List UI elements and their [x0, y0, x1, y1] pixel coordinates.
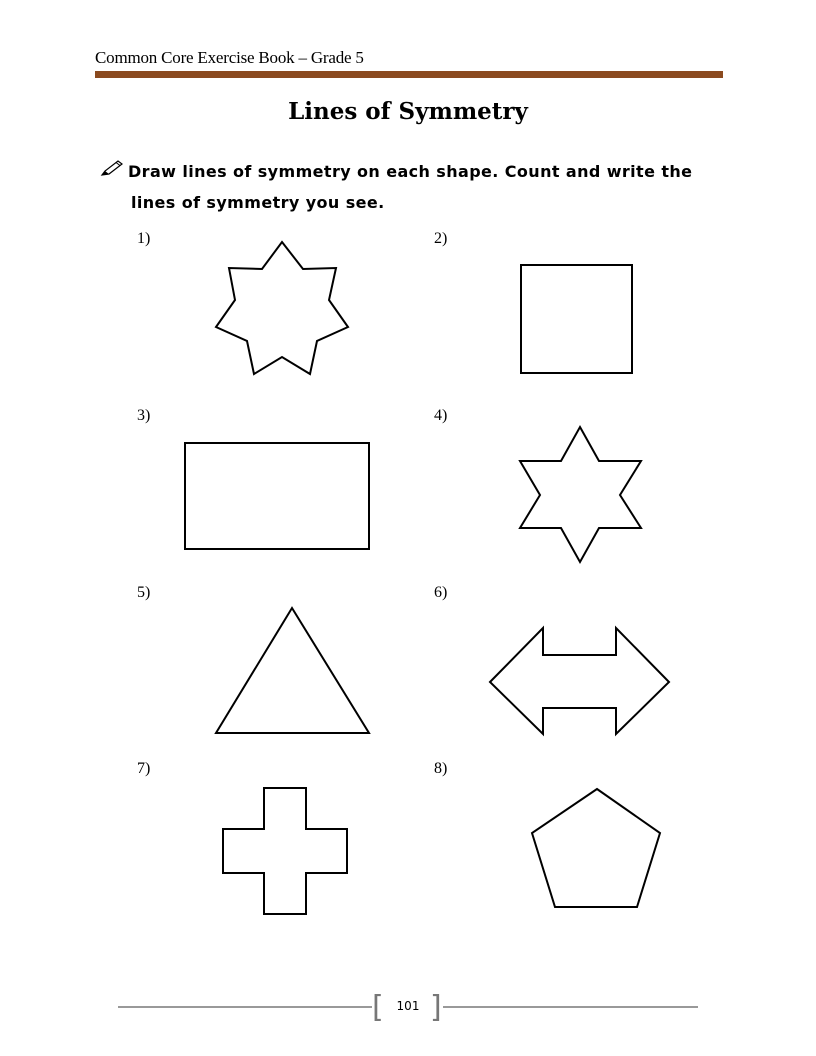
header-title: Common Core Exercise Book – Grade 5 [95, 48, 364, 67]
seven-pointed-star-shape [216, 242, 348, 374]
square-shape [521, 265, 632, 373]
problem-number-2: 2) [434, 230, 448, 247]
rectangle-shape [185, 443, 369, 549]
footer-rule-right [443, 1006, 698, 1008]
problem-number-8: 8) [434, 760, 448, 777]
triangle-shape [216, 608, 369, 733]
right-brace-icon: ] [430, 990, 442, 1025]
double-arrow-shape [490, 628, 669, 734]
plus-cross-shape [223, 788, 347, 914]
problem-number-1: 1) [137, 230, 151, 247]
problem-number-5: 5) [137, 584, 151, 601]
pentagon-shape [532, 789, 660, 907]
instruction-line-1: Draw lines of symmetry on each shape. Count and write the [128, 162, 693, 181]
problem-number-3: 3) [137, 407, 151, 424]
page-title: Lines of Symmetry [288, 98, 528, 125]
problem-number-4: 4) [434, 407, 448, 424]
problem-number-6: 6) [434, 584, 448, 601]
page-number: 101 [396, 999, 420, 1013]
footer-rule-left [118, 1006, 372, 1008]
problem-number-7: 7) [137, 760, 151, 777]
left-brace-icon: [ [372, 990, 384, 1025]
instruction-line-2: lines of symmetry you see. [131, 193, 385, 212]
six-pointed-star-shape [520, 427, 641, 562]
